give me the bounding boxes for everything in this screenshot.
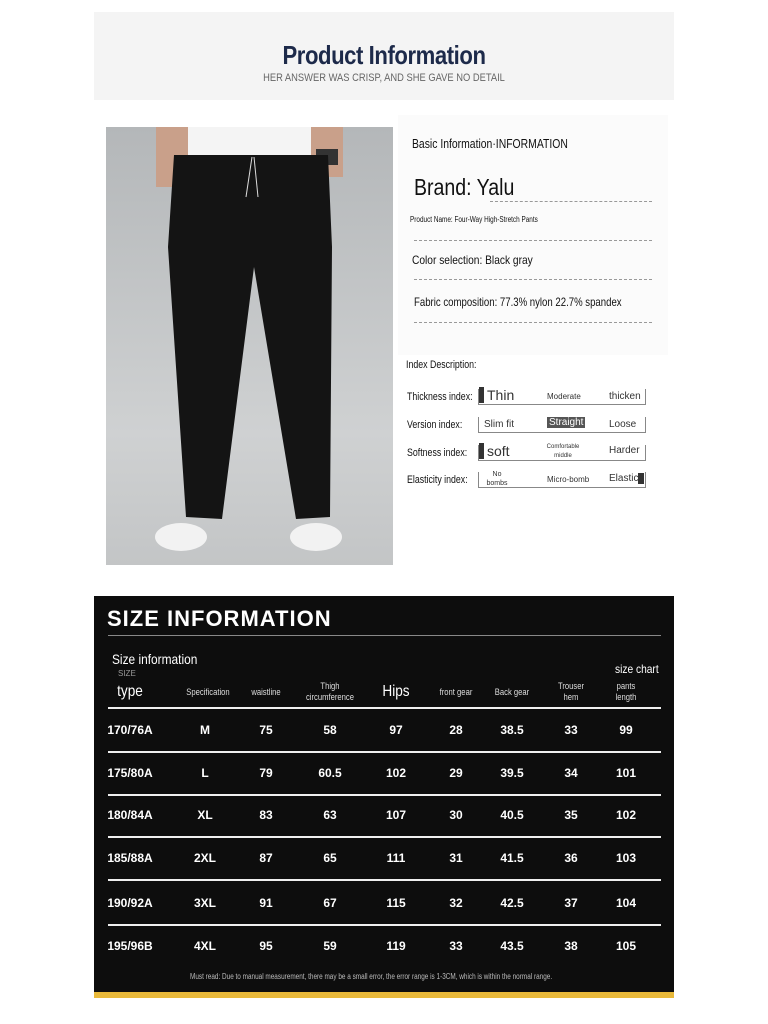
table-cell: 2XL <box>193 851 217 865</box>
table-cell: 105 <box>615 939 637 953</box>
table-cell: 83 <box>259 808 273 822</box>
table-cell: 180/84A <box>107 808 153 822</box>
table-cell: 97 <box>389 723 403 737</box>
elasticity-label: Elasticity index: <box>407 474 468 486</box>
table-cell: 3XL <box>193 896 217 910</box>
brand: Brand: Yalu <box>414 174 515 200</box>
table-cell: 102 <box>615 808 637 822</box>
table-cell: 33 <box>449 939 463 953</box>
table-cell: 59 <box>323 939 337 953</box>
softness-scale: soft Comfortable middle Harder <box>478 445 646 461</box>
column-header: pants length <box>615 681 637 702</box>
index-heading: Index Description: <box>406 359 477 371</box>
table-cell: 95 <box>259 939 273 953</box>
column-header: Specification <box>186 687 230 697</box>
table-cell: 31 <box>449 851 463 865</box>
table-cell: 4XL <box>193 939 217 953</box>
column-header: Trouser hem <box>557 681 585 702</box>
table-cell: 35 <box>564 808 578 822</box>
basic-info-panel <box>398 115 668 355</box>
elasticity-scale: No bombs Micro-bomb Elastic <box>478 472 646 488</box>
color-selection: Color selection: Black gray <box>412 253 533 267</box>
thickness-scale: Thin Moderate thicken <box>478 389 646 405</box>
table-cell: 115 <box>386 896 406 910</box>
table-cell: 34 <box>564 766 578 780</box>
column-header: Back gear <box>494 687 530 697</box>
table-cell: 36 <box>564 851 578 865</box>
size-section-title: SIZE INFORMATION <box>107 606 332 631</box>
measurement-note: Must read: Due to manual measurement, there may be a small error, the error range is 1-3CM, which is within the normal range. <box>190 972 553 981</box>
softness-label: Softness index: <box>407 447 468 459</box>
table-cell: 63 <box>323 808 337 822</box>
header-banner <box>94 12 674 100</box>
table-cell: 37 <box>564 896 578 910</box>
table-cell: 175/80A <box>107 766 153 780</box>
table-cell: L <box>201 766 209 780</box>
size-tag: SIZE <box>118 669 136 678</box>
basic-info-heading: Basic Information·INFORMATION <box>412 136 568 151</box>
table-cell: 104 <box>615 896 637 910</box>
table-cell: 101 <box>615 766 637 780</box>
column-header: Hips <box>382 683 410 700</box>
table-cell: 107 <box>385 808 407 822</box>
page-title: Product Information <box>282 40 486 70</box>
version-label: Version index: <box>407 419 463 431</box>
table-cell: 103 <box>615 851 637 865</box>
table-cell: 87 <box>259 851 273 865</box>
table-cell: 38.5 <box>500 723 524 737</box>
table-cell: 75 <box>259 723 273 737</box>
column-header: type <box>117 683 143 700</box>
table-cell: 119 <box>386 939 406 953</box>
table-cell: 29 <box>449 766 463 780</box>
table-cell: 60.5 <box>318 766 342 780</box>
table-cell: 39.5 <box>500 766 524 780</box>
table-cell: 42.5 <box>500 896 524 910</box>
table-cell: 38 <box>564 939 578 953</box>
thickness-label: Thickness index: <box>407 391 473 403</box>
table-cell: 185/88A <box>107 851 153 865</box>
table-cell: M <box>200 723 210 737</box>
accent-bar <box>94 992 674 998</box>
fabric-composition: Fabric composition: 77.3% nylon 22.7% spandex <box>414 295 622 309</box>
table-cell: 91 <box>259 896 273 910</box>
table-cell: 28 <box>449 723 463 737</box>
table-cell: 195/96B <box>107 939 153 953</box>
table-cell: 99 <box>619 723 633 737</box>
product-name: Product Name: Four-Way High-Stretch Pants <box>410 215 538 224</box>
product-photo <box>106 127 393 565</box>
table-cell: 43.5 <box>500 939 524 953</box>
version-scale: Slim fit Straight Loose <box>478 417 646 433</box>
table-cell: 32 <box>449 896 463 910</box>
table-cell: 30 <box>449 808 463 822</box>
page-subtitle: HER ANSWER WAS CRISP, AND SHE GAVE NO DETAIL <box>263 72 505 84</box>
column-header: Thigh circumference <box>305 681 355 702</box>
table-cell: XL <box>197 808 213 822</box>
table-cell: 58 <box>323 723 337 737</box>
table-cell: 41.5 <box>500 851 524 865</box>
table-cell: 65 <box>323 851 337 865</box>
table-cell: 190/92A <box>107 896 153 910</box>
table-cell: 170/76A <box>107 723 153 737</box>
table-cell: 111 <box>386 851 406 865</box>
column-header: front gear <box>439 687 473 697</box>
table-cell: 67 <box>323 896 337 910</box>
table-cell: 33 <box>564 723 578 737</box>
column-header: waistline <box>251 687 281 697</box>
table-cell: 79 <box>259 766 273 780</box>
table-cell: 102 <box>385 766 407 780</box>
size-subtitle: Size information <box>112 651 198 667</box>
table-cell: 40.5 <box>500 808 524 822</box>
size-chart-label: size chart <box>615 662 659 676</box>
